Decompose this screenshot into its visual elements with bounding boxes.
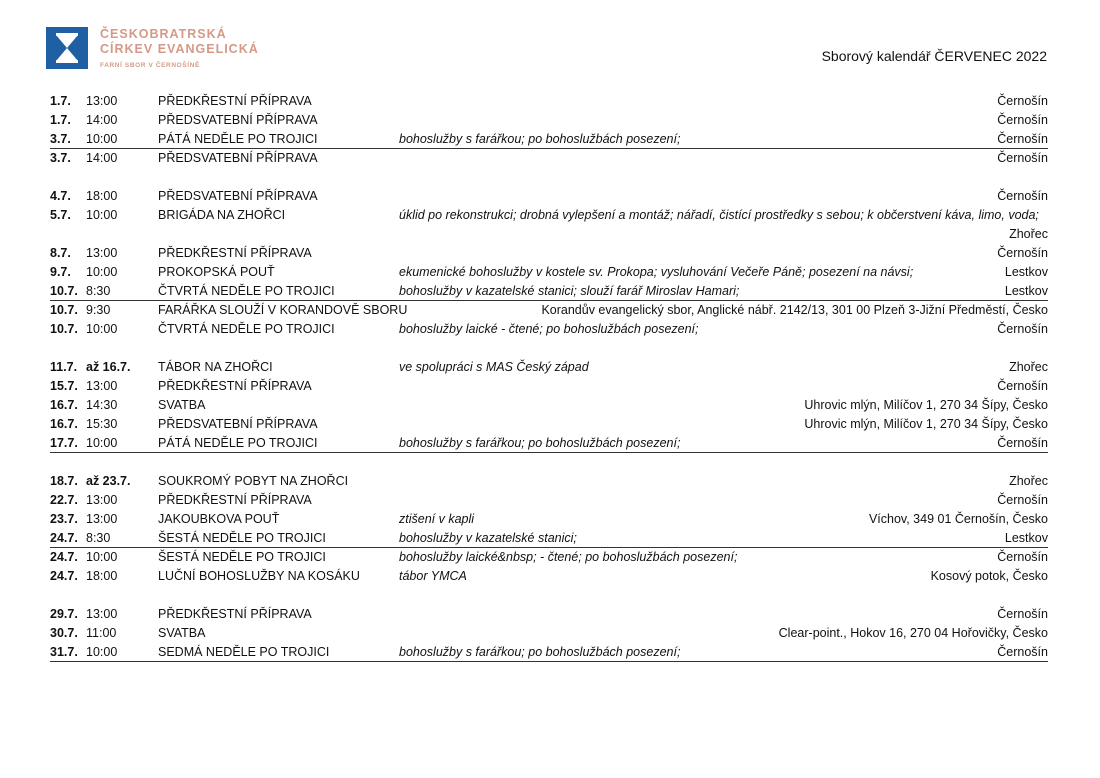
event-date: 24.7.	[50, 531, 78, 545]
event-time: 13:00	[86, 379, 118, 393]
event-place: Černošín	[997, 151, 1048, 165]
event-title: SOUKROMÝ POBYT NA ZHOŘCI	[158, 474, 349, 488]
event-title: PŘEDKŘESTNÍ PŘÍPRAVA	[158, 246, 312, 260]
event-time: 10:00	[86, 550, 118, 564]
event-date: 1.7.	[50, 113, 71, 127]
event-note: úklid po rekonstrukci; drobná vylepšení a montáž; nářadí, čistící prostředky s sebou; k občerstvení káva, limo, voda;	[399, 208, 1039, 222]
calendar-row	[50, 605, 1048, 624]
event-title: SEDMÁ NEDĚLE PO TROJICI	[158, 645, 330, 659]
event-time: 13:00	[86, 246, 118, 260]
calendar-row	[50, 624, 1048, 643]
event-title: PŘEDKŘESTNÍ PŘÍPRAVA	[158, 493, 312, 507]
event-place: Černošín	[997, 189, 1048, 203]
event-note: bohoslužby s farářkou; po bohoslužbách posezení;	[399, 436, 681, 450]
event-time: 15:30	[86, 417, 118, 431]
event-title: FARÁŘKA SLOUŽÍ V KORANDOVĚ SBORU	[158, 303, 408, 317]
calendar-row	[50, 548, 1048, 567]
event-date: 8.7.	[50, 246, 71, 260]
event-note: bohoslužby v kazatelské stanici; slouží farář Miroslav Hamari;	[399, 284, 740, 298]
logo-line-2: CÍRKEV EVANGELICKÁ	[100, 42, 259, 56]
calendar-row	[50, 282, 1048, 301]
event-place: Zhořec	[1009, 227, 1048, 241]
calendar-row	[50, 415, 1048, 434]
calendar-list	[50, 92, 1048, 662]
event-time: 10:00	[86, 645, 118, 659]
event-title: PŘEDKŘESTNÍ PŘÍPRAVA	[158, 379, 312, 393]
event-note: bohoslužby v kazatelské stanici;	[399, 531, 577, 545]
event-date: 3.7.	[50, 151, 71, 165]
event-title: PŘEDSVATEBNÍ PŘÍPRAVA	[158, 113, 318, 127]
event-note: bohoslužby laické - čtené; po bohoslužbách posezení;	[399, 322, 699, 336]
church-logo	[46, 27, 286, 75]
calendar-row	[50, 510, 1048, 529]
event-place: Černošín	[997, 379, 1048, 393]
calendar-row	[50, 301, 1048, 320]
event-title: PŘEDSVATEBNÍ PŘÍPRAVA	[158, 189, 318, 203]
event-date: 24.7.	[50, 550, 78, 564]
event-time: 11:00	[86, 626, 117, 640]
event-place: Uhrovic mlýn, Milíčov 1, 270 34 Šípy, Česko	[804, 417, 1048, 431]
event-time: 8:30	[86, 531, 111, 545]
event-date: 10.7.	[50, 284, 78, 298]
event-time: 14:00	[86, 151, 118, 165]
logo-line-1: ČESKOBRATRSKÁ	[100, 27, 227, 41]
event-time: 9:30	[86, 303, 111, 317]
event-time: 18:00	[86, 189, 118, 203]
event-date: 11.7.	[50, 360, 78, 374]
event-title: TÁBOR NA ZHOŘCI	[158, 360, 273, 374]
event-note: bohoslužby laické&nbsp; - čtené; po bohoslužbách posezení;	[399, 550, 738, 564]
event-date: 1.7.	[50, 94, 71, 108]
calendar-row	[50, 643, 1048, 662]
event-place: Černošín	[997, 94, 1048, 108]
event-time: až 23.7.	[86, 474, 131, 488]
logo-text	[100, 27, 259, 69]
event-title: ČTVRTÁ NEDĚLE PO TROJICI	[158, 322, 335, 336]
event-title: PŘEDKŘESTNÍ PŘÍPRAVA	[158, 94, 312, 108]
event-place: Lestkov	[1004, 531, 1048, 545]
calendar-row	[50, 130, 1048, 149]
event-place: Černošín	[997, 550, 1048, 564]
event-note: ekumenické bohoslužby v kostele sv. Prokopa; vysluhování Večeře Páně; posezení na návsi;	[399, 265, 914, 279]
event-time: 10:00	[86, 208, 118, 222]
event-place: Uhrovic mlýn, Milíčov 1, 270 34 Šípy, Česko	[804, 398, 1048, 412]
event-place: Korandův evangelický sbor, Anglické nábř. 2142/13, 301 00 Plzeň 3-Jižní Předměstí, Česko	[541, 303, 1048, 317]
event-time: 13:00	[86, 512, 118, 526]
event-title: PÁTÁ NEDĚLE PO TROJICI	[158, 436, 318, 450]
event-place: Lestkov	[1004, 265, 1048, 279]
calendar-row	[50, 263, 1048, 282]
event-date: 31.7.	[50, 645, 78, 659]
calendar-row	[50, 358, 1048, 377]
event-place: Černošín	[997, 132, 1048, 146]
calendar-row	[50, 206, 1048, 244]
event-title: JAKOUBKOVA POUŤ	[158, 512, 280, 526]
calendar-row	[50, 491, 1048, 510]
event-time: 18:00	[86, 569, 118, 583]
event-time: 8:30	[86, 284, 111, 298]
calendar-row	[50, 244, 1048, 263]
event-title: SVATBA	[158, 626, 206, 640]
calendar-row	[50, 111, 1048, 130]
event-time: 10:00	[86, 436, 118, 450]
calendar-row	[50, 567, 1048, 586]
event-date: 9.7.	[50, 265, 71, 279]
event-time: 10:00	[86, 132, 118, 146]
event-title: PŘEDSVATEBNÍ PŘÍPRAVA	[158, 417, 318, 431]
event-date: 10.7.	[50, 322, 78, 336]
event-time: 13:00	[86, 493, 118, 507]
event-place: Clear-point., Hokov 16, 270 04 Hořovičky, Česko	[778, 626, 1048, 640]
event-time: až 16.7.	[86, 360, 131, 374]
event-date: 16.7.	[50, 398, 78, 412]
event-place: Černošín	[997, 246, 1048, 260]
calendar-row	[50, 434, 1048, 453]
calendar-row	[50, 92, 1048, 111]
event-title: ŠESTÁ NEDĚLE PO TROJICI	[158, 550, 326, 564]
event-date: 18.7.	[50, 474, 78, 488]
event-note: ve spolupráci s MAS Český západ	[399, 360, 589, 374]
event-place: Černošín	[997, 607, 1048, 621]
event-note: ztišení v kapli	[399, 512, 475, 526]
event-title: PROKOPSKÁ POUŤ	[158, 265, 275, 279]
calendar-row	[50, 377, 1048, 396]
event-title: ČTVRTÁ NEDĚLE PO TROJICI	[158, 284, 335, 298]
event-title: PŘEDSVATEBNÍ PŘÍPRAVA	[158, 151, 318, 165]
event-time: 13:00	[86, 607, 118, 621]
event-time: 10:00	[86, 322, 118, 336]
calendar-row	[50, 529, 1048, 548]
event-time: 14:30	[86, 398, 118, 412]
event-title: LUČNÍ BOHOSLUŽBY NA KOSÁKU	[158, 569, 360, 583]
event-place: Černošín	[997, 493, 1048, 507]
event-title: ŠESTÁ NEDĚLE PO TROJICI	[158, 531, 326, 545]
event-note: tábor YMCA	[399, 569, 467, 583]
event-date: 22.7.	[50, 493, 78, 507]
event-place: Zhořec	[1009, 474, 1048, 488]
event-date: 15.7.	[50, 379, 78, 393]
event-place: Černošín	[997, 113, 1048, 127]
event-note: bohoslužby s farářkou; po bohoslužbách posezení;	[399, 132, 681, 146]
event-title: BRIGÁDA NA ZHOŘCI	[158, 208, 286, 222]
event-time: 10:00	[86, 265, 118, 279]
event-title: PÁTÁ NEDĚLE PO TROJICI	[158, 132, 318, 146]
event-date: 4.7.	[50, 189, 71, 203]
event-place: Černošín	[997, 436, 1048, 450]
hourglass-logo-icon	[46, 27, 88, 69]
event-place: Černošín	[997, 322, 1048, 336]
event-place: Víchov, 349 01 Černošín, Česko	[868, 512, 1048, 526]
event-place: Černošín	[997, 645, 1048, 659]
event-date: 3.7.	[50, 132, 71, 146]
event-title: PŘEDKŘESTNÍ PŘÍPRAVA	[158, 607, 312, 621]
event-place: Zhořec	[1009, 360, 1048, 374]
event-title: SVATBA	[158, 398, 206, 412]
logo-line-3: FARNÍ SBOR V ČERNOŠÍNĚ	[100, 62, 200, 69]
event-time: 13:00	[86, 94, 118, 108]
event-date: 16.7.	[50, 417, 78, 431]
event-date: 30.7.	[50, 626, 78, 640]
calendar-row	[50, 472, 1048, 491]
event-date: 17.7.	[50, 436, 78, 450]
event-note: bohoslužby s farářkou; po bohoslužbách posezení;	[399, 645, 681, 659]
page-title: Sborový kalendář ČERVENEC 2022	[821, 48, 1047, 64]
event-place: Lestkov	[1004, 284, 1048, 298]
calendar-row	[50, 320, 1048, 339]
calendar-row	[50, 149, 1048, 168]
event-date: 5.7.	[50, 208, 71, 222]
event-place: Kosový potok, Česko	[930, 569, 1048, 583]
calendar-row	[50, 396, 1048, 415]
event-date: 10.7.	[50, 303, 78, 317]
calendar-row	[50, 187, 1048, 206]
event-date: 23.7.	[50, 512, 78, 526]
event-date: 24.7.	[50, 569, 78, 583]
event-time: 14:00	[86, 113, 118, 127]
event-date: 29.7.	[50, 607, 78, 621]
